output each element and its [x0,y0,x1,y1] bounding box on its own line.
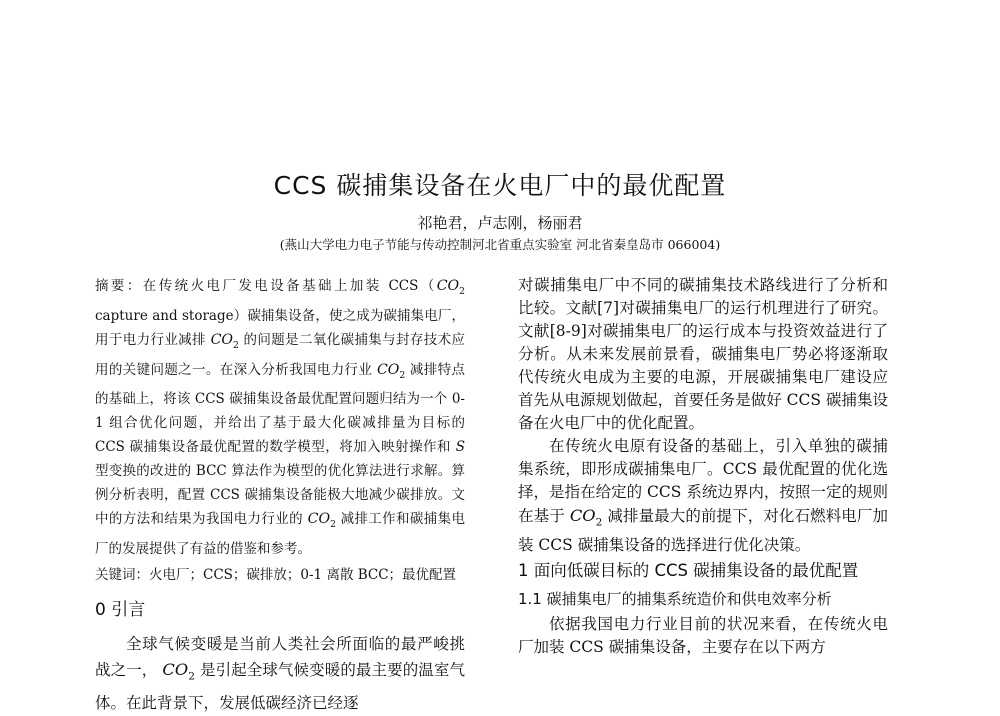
abstract-text-2: capture and storage）碳捕集设备，使之成为碳捕集电厂，用于电力行业减排 [95,307,465,348]
keywords: 关键词：火电厂；CCS；碳排放；0-1 离散 BCC；最优配置 [95,567,457,584]
intro-paragraph: 全球气候变暖是当前人类社会所面临的最严峻挑战之一， $CO_2$ 是引起全球气候变暖的最主要的温室气体。在此背景下，发展低碳经济已经逐 [95,635,465,712]
subsection-1-1-heading: 1.1 碳捕集电厂的捕集系统造价和供电效率分析 [518,590,832,609]
paper-authors: 祁艳君，卢志刚，杨丽君 [417,214,583,232]
right-paragraph-1: 对碳捕集电厂中不同的碳捕集技术路线进行了分析和比较。文献[7]对碳捕集电厂的运行机理进行了研究。文献[8-9]对碳捕集电厂的运行成本与投资效益进行了分析。从未来发展前景看，碳捕集电厂势必将逐渐取代传统火电成为主要的电源，开展碳捕集电厂建设应首先从电源规划做起，首要任务是做好 CCS 碳捕集设备在火电厂中的优化配置。 [518,276,888,432]
co2-formula: $CO_2$ [436,278,466,297]
right-paragraph-3: 依据我国电力行业目前的状况来看，在传统火电厂加装 CCS 碳捕集设备，主要存在以下两方 [518,615,888,657]
abstract-text-5: 型变换的改进的 BCC 算法作为模型的优化算法进行求解。算例分析表明，配置 CCS 碳捕集设备能极大地减少碳排放。文中的方法和结果为我国电力行业的 [95,463,465,528]
left-column [95,274,465,716]
abstract-text-3: 的问题是二氧化碳捕集与封存技术应用的关键问题之一。在深入分析我国电力行业 [95,331,465,378]
abstract-text-6: 减排工作和碳捕集电厂的发展提供了有益的借鉴和参考。 [95,511,465,558]
abstract-text-1: 在传统火电厂发电设备基础上加装 CCS（ [142,278,437,294]
paper-affiliation: (燕山大学电力电子节能与传动控制河北省重点实验室 河北省秦皇岛市 066004) [279,237,721,252]
section-0-heading: 0 引言 [95,600,146,621]
co2-formula: $CO_2$ [307,511,336,531]
co2-formula: $CO_2$ [210,331,239,351]
co2-formula: $CO_2$ [162,660,195,683]
s-variable: S [455,439,465,456]
abstract-text-4: 减排特点的基础上，将该 CCS 碳捕集设备最优配置问题归结为一个 0-1 组合优化问题，并给出了基于最大化碳减排量为目标的 CCS 碳捕集设备最优配置的数学模型，将加入映射操作和 [95,361,465,456]
right-paragraph-2: 在传统火电原有设备的基础上，引入单独的碳捕集系统，即形成碳捕集电厂。CCS 最优配置的优化选择，是指在给定的 CCS 系统边界内，按照一定的规则在基于 $CO_2$ 减排量最大的前提下，对化石燃料电厂加装 CCS 碳捕集设备的选择进行优化决策。 [518,437,888,555]
co2-formula: $CO_2$ [569,506,603,529]
abstract [95,274,465,561]
paper-title: CCS 碳捕集设备在火电厂中的最优配置 [273,171,727,200]
section-1-heading: 1 面向低碳目标的 CCS 碳捕集设备的最优配置 [518,561,859,581]
right-column [518,274,888,659]
abstract-label: 摘要： [95,278,143,294]
co2-formula: $CO_2$ [376,361,406,381]
